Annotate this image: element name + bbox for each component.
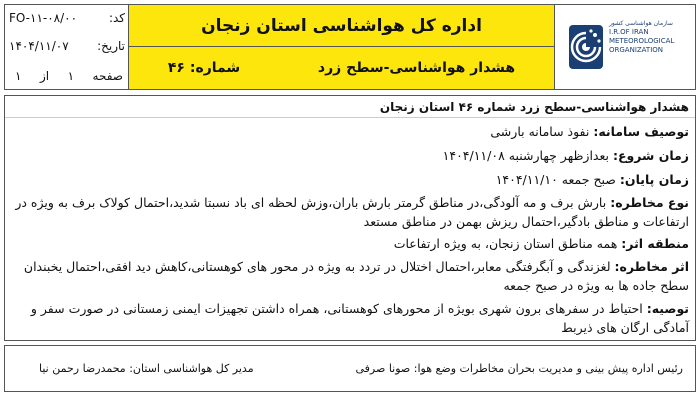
divider <box>5 117 695 118</box>
sign1-role: رئیس اداره پیش بینی و مدیریت بحران مخاطرات وضع هوا: <box>413 362 683 375</box>
code-value: FO-۱۱-۰۸/۰۰ <box>9 11 78 25</box>
code-label: کد: <box>108 11 125 25</box>
sign2-role: مدیر کل هواشناسی استان: <box>129 362 254 375</box>
effect-value: لغزندگی و آبگرفتگی معابر،احتمال اختلال در تردد به ویژه در محور های کوهستانی،کاهش دید افقی،احتمال یخبندان سطح جاده ها به ویژه در صبح جمعه <box>23 259 689 293</box>
advice-label: توصیه: <box>646 301 689 316</box>
end-label: زمان پایان: <box>619 172 689 187</box>
area-label: منطقه اثر: <box>621 236 689 251</box>
office-title: اداره کل هواشناسی استان زنجان <box>129 5 554 47</box>
end-line <box>496 172 689 187</box>
date-value: ۱۴۰۴/۱۱/۰۷ <box>9 39 69 53</box>
warning-number <box>168 60 240 76</box>
sign2-name: محمدرضا رحمن نیا <box>39 362 126 375</box>
warning-band <box>129 47 554 89</box>
warning-type: هشدار هواشناسی-سطح زرد <box>317 60 516 76</box>
system-label: توصیف سامانه: <box>593 124 689 139</box>
number-label: شماره: <box>189 60 241 76</box>
advice-line <box>9 299 689 337</box>
logo-fa-text: سازمان هواشناسی کشور <box>609 20 673 27</box>
document-meta-box <box>5 5 129 89</box>
area-line <box>394 236 689 251</box>
system-value: نفوذ سامانه بارشی <box>490 124 590 139</box>
logo-en-line1: I.R.OF IRAN <box>609 28 649 36</box>
page-current: ۱ <box>67 69 75 83</box>
hazard-value: بارش برف و مه آلودگی،در مناطق گرمتر بارش باران،وزش لحظه ای باد نسبتا شدید،احتمال کولاک برف به ویژه در ارتفاعات و مناطق بادگیر،احتمال ریزش بهمن در مناطق مستعد <box>15 195 689 229</box>
code-row <box>9 11 125 25</box>
page-label: صفحه <box>92 69 123 83</box>
hazard-label: نوع مخاطره: <box>610 195 689 210</box>
effect-line <box>9 257 689 295</box>
hazard-line <box>9 193 689 231</box>
date-label: تاریخ: <box>97 39 125 53</box>
logo-text <box>609 19 689 55</box>
page-row <box>15 69 123 83</box>
end-value: صبح جمعه ۱۴۰۴/۱۱/۱۰ <box>495 172 616 187</box>
effect-label: اثر مخاطره: <box>614 259 689 274</box>
organization-logo <box>567 19 687 75</box>
start-value: بعدازظهر چهارشنبه ۱۴۰۴/۱۱/۰۸ <box>442 148 609 163</box>
system-line <box>490 124 689 139</box>
advice-value: احتیاط در سفرهای برون شهری بویژه از محورهای کوهستانی، همراه داشتن تجهیزات ایمنی زمستانی در صورت سفر و آمادگی ارگان های ذیربط <box>30 301 689 335</box>
director-signature <box>39 362 254 375</box>
page-total: ۱ <box>15 69 22 83</box>
number-value: ۴۶ <box>167 60 185 76</box>
logo-en-line2: METEOROLOGICAL <box>609 37 675 45</box>
body-heading: هشدار هواشناسی-سطح زرد شماره ۴۶ استان زنجان <box>379 100 689 114</box>
forecast-head-signature <box>356 362 684 375</box>
area-value: همه مناطق استان زنجان، به ویژه ارتفاعات <box>393 236 618 251</box>
page-of: از <box>39 69 50 83</box>
warning-body <box>4 95 696 341</box>
meteorology-logo-icon <box>567 21 607 73</box>
start-line <box>443 148 689 163</box>
start-label: زمان شروع: <box>612 148 689 163</box>
logo-box <box>554 5 695 89</box>
signature-footer <box>4 345 696 392</box>
logo-en-line3: ORGANIZATION <box>609 46 664 54</box>
document-header <box>4 4 696 90</box>
sign1-name: صونا صرفی <box>355 362 411 375</box>
header-title-area <box>129 5 554 89</box>
date-row <box>9 39 125 53</box>
